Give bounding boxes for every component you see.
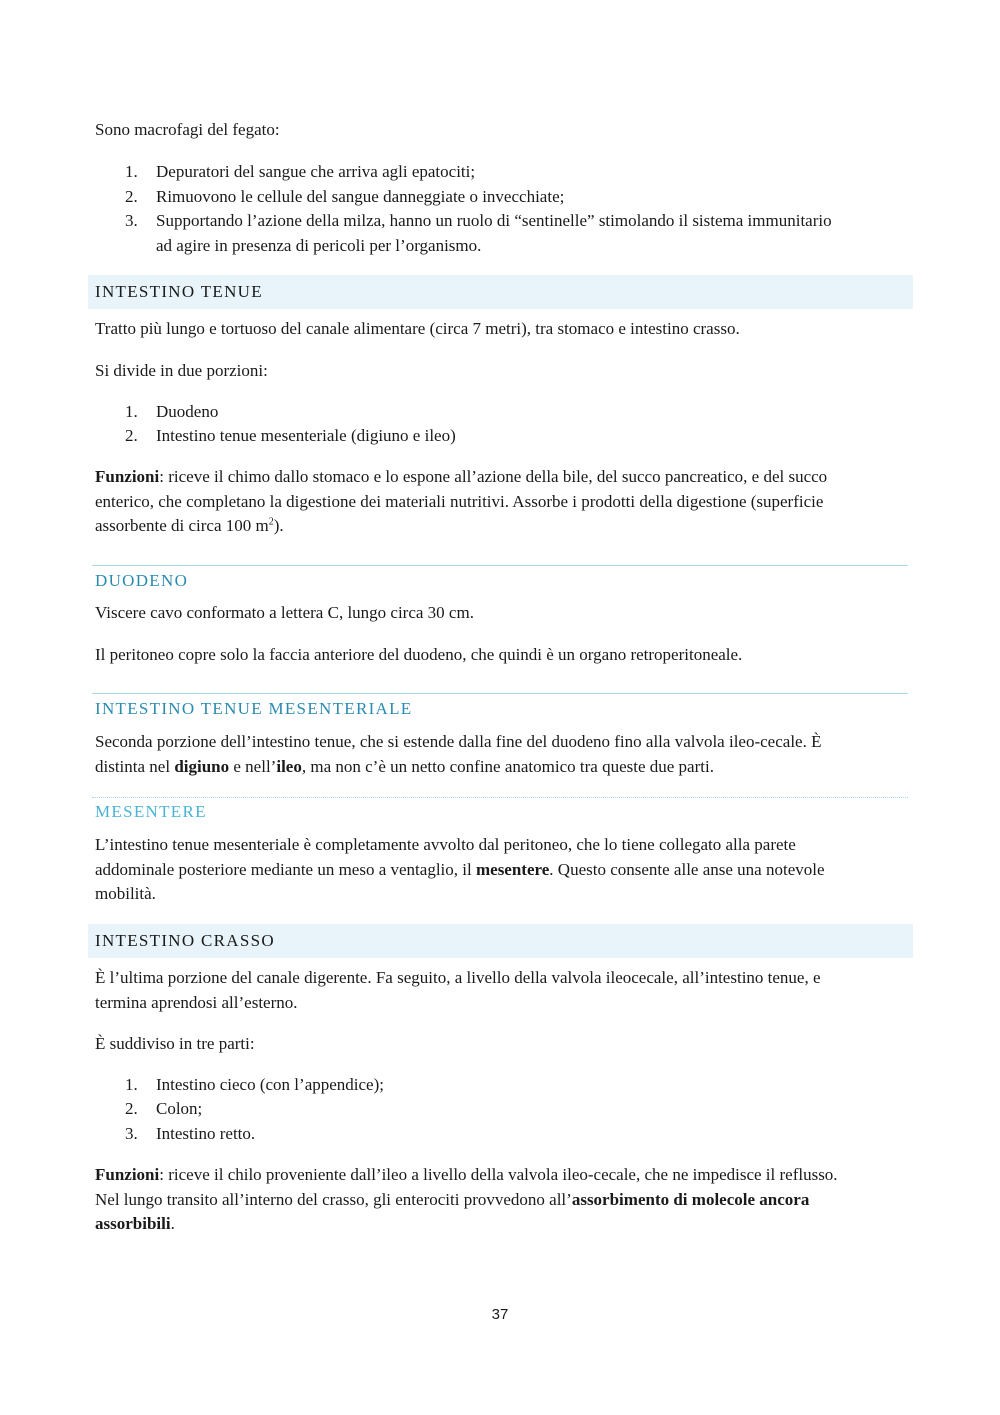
list-text: Intestino retto. [156,1124,256,1143]
bold-term: digiuno [174,756,230,776]
text-line: e nell’ [229,756,277,776]
subsubsection-heading-mesentere: MESENTERE [95,802,207,821]
text-line: ). [273,516,284,535]
section-heading-text: INTESTINO TENUE [95,282,263,301]
list-number: 2. [125,426,138,445]
bold-term: ileo [276,756,302,776]
list-number: 3. [125,1124,138,1143]
list-text [156,209,916,258]
list-text: Duodeno [156,402,219,421]
text-line: distinta nel [95,756,175,776]
text-line: Nel lungo transito all’interno del crasso, gli enterociti provvedono all’ [95,1189,572,1209]
intro-text: Sono macrofagi del fegato: [95,120,280,139]
text-line: enterico, che completano la digestione dei materiali nutritivi. Assorbe i prodotti della digestione (superficie [95,491,824,511]
list-number: 3. [125,211,138,230]
text-line: termina aprendosi all’esterno. [95,992,298,1012]
paragraph: Tratto più lungo e tortuoso del canale alimentare (circa 7 metri), tra stomaco e intestino crasso. [95,319,740,338]
list-item [95,209,910,259]
list-number: 1. [125,162,138,181]
list-text: Colon; [156,1099,203,1118]
superscript: 2 [268,516,274,528]
paragraph [95,966,910,1015]
list-text-line: ad agire in presenza di pericoli per l’organismo. [156,235,482,255]
section-heading-intestino-crasso [88,924,913,958]
text-line: : riceve il chimo dallo stomaco e lo espone all’azione della bile, del succo pancreatico, e del succo [159,467,828,486]
functions-paragraph [95,1163,910,1237]
list-text: Intestino cieco (con l’appendice); [156,1075,384,1094]
divider [92,693,908,694]
list-text-line: Supportando l’azione della milza, hanno un ruolo di “sentinelle” stimolando il sistema immunitario [156,211,832,230]
section-heading-text: INTESTINO CRASSO [95,931,275,950]
paragraph: Viscere cavo conformato a lettera C, lungo circa 30 cm. [95,603,474,622]
text-line: . Questo consente alle anse una notevole [549,859,825,879]
list-text: Depuratori del sangue che arriva agli epatociti; [156,162,476,181]
paragraph: Il peritoneo copre solo la faccia anteriore del duodeno, che quindi è un organo retroperitoneale. [95,645,743,664]
text-line: L’intestino tenue mesenteriale è completamente avvolto dal peritoneo, che lo tiene collegato alla parete [95,835,796,854]
functions-paragraph [95,465,910,539]
text-line: È l’ultima porzione del canale digerente. Fa seguito, a livello della valvola ileocecale, all’intestino tenue, e [95,968,821,987]
text-line: . [170,1214,175,1233]
divider [92,797,908,798]
functions-label: Funzioni [95,1165,160,1184]
text-line: : riceve il chilo proveniente dall’ileo a livello della valvola ileo-cecale, che ne impedisce il reflusso. [159,1165,838,1184]
paragraph [95,730,910,779]
list-number: 1. [125,1075,138,1094]
text-line: addominale posteriore mediante un meso a ventaglio, il [95,859,476,879]
paragraph: È suddiviso in tre parti: [95,1034,255,1053]
functions-label: Funzioni [95,467,160,486]
text-line: , ma non c’è un netto confine anatomico tra queste due parti. [301,756,714,776]
list-text: Rimuovono le cellule del sangue danneggiate o invecchiate; [156,187,565,206]
subsection-heading-duodeno: DUODENO [95,571,189,590]
list-number: 2. [125,187,138,206]
paragraph [95,833,910,907]
text-line: Seconda porzione dell’intestino tenue, che si estende dalla fine del duodeno fino alla valvola ileo-cecale. È [95,732,822,751]
bold-term: assorbimento di molecole ancora [571,1189,810,1209]
text-line: assorbente di circa 100 m [95,516,269,535]
list-number: 1. [125,402,138,421]
list-number: 2. [125,1099,138,1118]
section-heading-intestino-tenue [88,275,913,309]
bold-term: mesentere [475,859,550,879]
bold-term: assorbibili [95,1214,171,1233]
text-line: mobilità. [95,884,156,903]
paragraph: Si divide in due porzioni: [95,361,268,380]
list-text: Intestino tenue mesenteriale (digiuno e ileo) [156,426,456,445]
page-number: 37 [491,1306,509,1323]
divider [92,565,908,566]
subsection-heading-mesenteriale: INTESTINO TENUE MESENTERIALE [95,699,413,718]
